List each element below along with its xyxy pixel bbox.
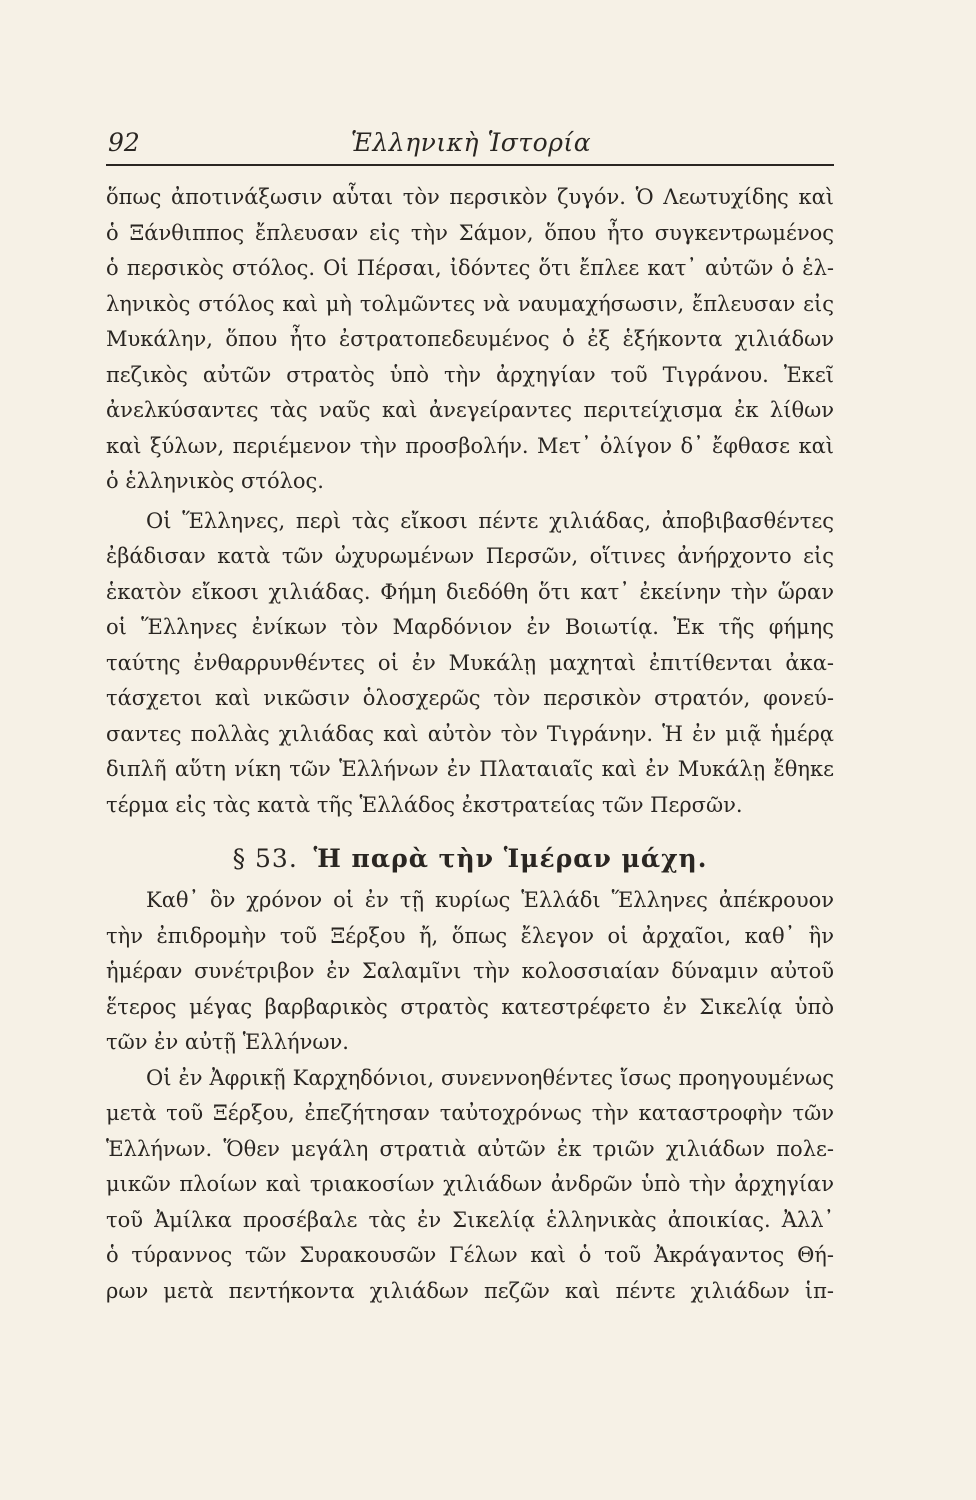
text-line: ὁ ἑλληνικὸς στόλος. <box>106 469 324 493</box>
text-line: πεζικὸς αὐτῶν στρατὸς ὑπὸ τὴν ἀρχηγίαν τοῦ Τιγράνου. Ἐκεῖ <box>106 362 834 387</box>
text-line: Οἱ ἐν Ἀφρικῇ Καρχηδόνιοι, συνεννοηθέντες ἴσως προηγουμένως <box>146 1065 834 1090</box>
paragraph-4 <box>106 1061 834 1310</box>
text-line: ληνικὸς στόλος καὶ μὴ τολμῶντες νὰ ναυμαχήσωσιν, ἔπλευσαν εἰς <box>106 291 834 316</box>
section-title: Ἡ παρὰ τὴν Ἱμέραν μάχη. <box>313 844 708 873</box>
text-line: ὅπως ἀποτινάξωσιν αὗται τὸν περσικὸν ζυγόν. Ὁ Λεωτυχίδης καὶ <box>106 185 834 209</box>
text-line: Μυκάλην, ὅπου ἦτο ἐστρατοπεδευμένος ὁ ἐξ ἑξήκοντα χιλιάδων <box>106 327 834 351</box>
paragraph-2 <box>106 504 834 824</box>
text-line: μετὰ τοῦ Ξέρξου, ἐπεζήτησαν ταὐτοχρόνως τὴν καταστροφὴν τῶν <box>106 1101 834 1125</box>
text-line: ταύτης ἐνθαρρυνθέντες οἱ ἐν Μυκάλῃ μαχηταὶ ἐπιτίθενται ἀκα- <box>106 650 834 675</box>
paragraph-3 <box>106 883 834 1061</box>
text-line: ἀνελκύσαντες τὰς ναῦς καὶ ἀνεγείραντες περιτείχισμα ἐκ λίθων <box>106 398 834 422</box>
header-rule <box>106 164 834 166</box>
text-line: ἑκατὸν εἴκοσι χιλιάδας. Φήμη διεδόθη ὅτι κατ᾽ ἐκείνην τὴν ὥραν <box>106 579 834 604</box>
text-line: ὁ Ξάνθιππος ἔπλευσαν εἰς τὴν Σάμον, ὅπου ἦτο συγκεντρωμένος <box>106 220 834 245</box>
text-line: ρων μετὰ πεντήκοντα χιλιάδων πεζῶν καὶ πέντε χιλιάδων ἱπ- <box>106 1278 834 1303</box>
running-title: Ἑλληνικὴ Ἱστορία <box>350 128 592 157</box>
section-number: § 53. <box>232 844 298 873</box>
text-line: τῶν ἐν αὐτῇ Ἑλλήνων. <box>106 1030 349 1054</box>
body-text <box>106 180 834 1309</box>
text-line: σαντες πολλὰς χιλιάδας καὶ αὐτὸν τὸν Τιγράνην. Ἡ ἐν μιᾷ ἡμέρᾳ <box>106 721 834 746</box>
text-line: καὶ ξύλων, περιέμενον τὴν προσβολήν. Μετ᾽ ὀλίγον δ᾽ ἔφθασε καὶ <box>106 433 834 458</box>
section-heading <box>106 835 834 883</box>
paragraph-1 <box>106 180 834 500</box>
text-line: οἱ Ἕλληνες ἐνίκων τὸν Μαρδόνιον ἐν Βοιωτίᾳ. Ἐκ τῆς φήμης <box>106 615 834 639</box>
text-line: τάσχετοι καὶ νικῶσιν ὁλοσχερῶς τὸν περσικὸν στρατόν, φονεύ- <box>106 686 834 710</box>
text-line: Καθ᾽ ὃν χρόνον οἱ ἐν τῇ κυρίως Ἑλλάδι Ἕλληνες ἀπέκρουον <box>146 888 834 912</box>
page-header <box>108 128 834 164</box>
text-line: ὁ περσικὸς στόλος. Οἱ Πέρσαι, ἰδόντες ὅτι ἔπλεε κατ᾽ αὐτῶν ὁ ἑλ- <box>106 256 834 280</box>
text-line: διπλῆ αὕτη νίκη τῶν Ἑλλήνων ἐν Πλαταιαῖς καὶ ἐν Μυκάλῃ ἔθηκε <box>106 757 834 781</box>
text-line: ὁ τύραννος τῶν Συρακουσῶν Γέλων καὶ ὁ τοῦ Ἀκράγαντος Θή- <box>106 1243 834 1267</box>
text-line: Οἱ Ἕλληνες, περὶ τὰς εἴκοσι πέντε χιλιάδας, ἀποβιβασθέντες <box>146 508 834 533</box>
text-line: Ἑλλήνων. Ὅθεν μεγάλη στρατιὰ αὐτῶν ἐκ τριῶν χιλιάδων πολε- <box>106 1136 834 1161</box>
text-line: ἕτερος μέγας βαρβαρικὸς στρατὸς κατεστρέφετο ἐν Σικελίᾳ ὑπὸ <box>106 994 834 1019</box>
text-line: ἐβάδισαν κατὰ τῶν ὠχυρωμένων Περσῶν, οἵτινες ἀνήρχοντο εἰς <box>106 544 834 568</box>
text-line: τὴν ἐπιδρομὴν τοῦ Ξέρξου ἤ, ὅπως ἔλεγον οἱ ἀρχαῖοι, καθ᾽ ἣν <box>106 923 834 948</box>
text-line: τοῦ Ἀμίλκα προσέβαλε τὰς ἐν Σικελίᾳ ἑλληνικὰς ἀποικίας. Ἀλλ᾽ <box>106 1207 834 1232</box>
page-number: 92 <box>108 128 140 157</box>
text-line: τέρμα εἰς τὰς κατὰ τῆς Ἑλλάδος ἐκστρατείας τῶν Περσῶν. <box>106 792 743 817</box>
text-line: μικῶν πλοίων καὶ τριακοσίων χιλιάδων ἀνδρῶν ὑπὸ τὴν ἀρχηγίαν <box>106 1172 834 1196</box>
text-line: ἡμέραν συνέτριβον ἐν Σαλαμῖνι τὴν κολοσσιαίαν δύναμιν αὐτοῦ <box>106 959 834 983</box>
